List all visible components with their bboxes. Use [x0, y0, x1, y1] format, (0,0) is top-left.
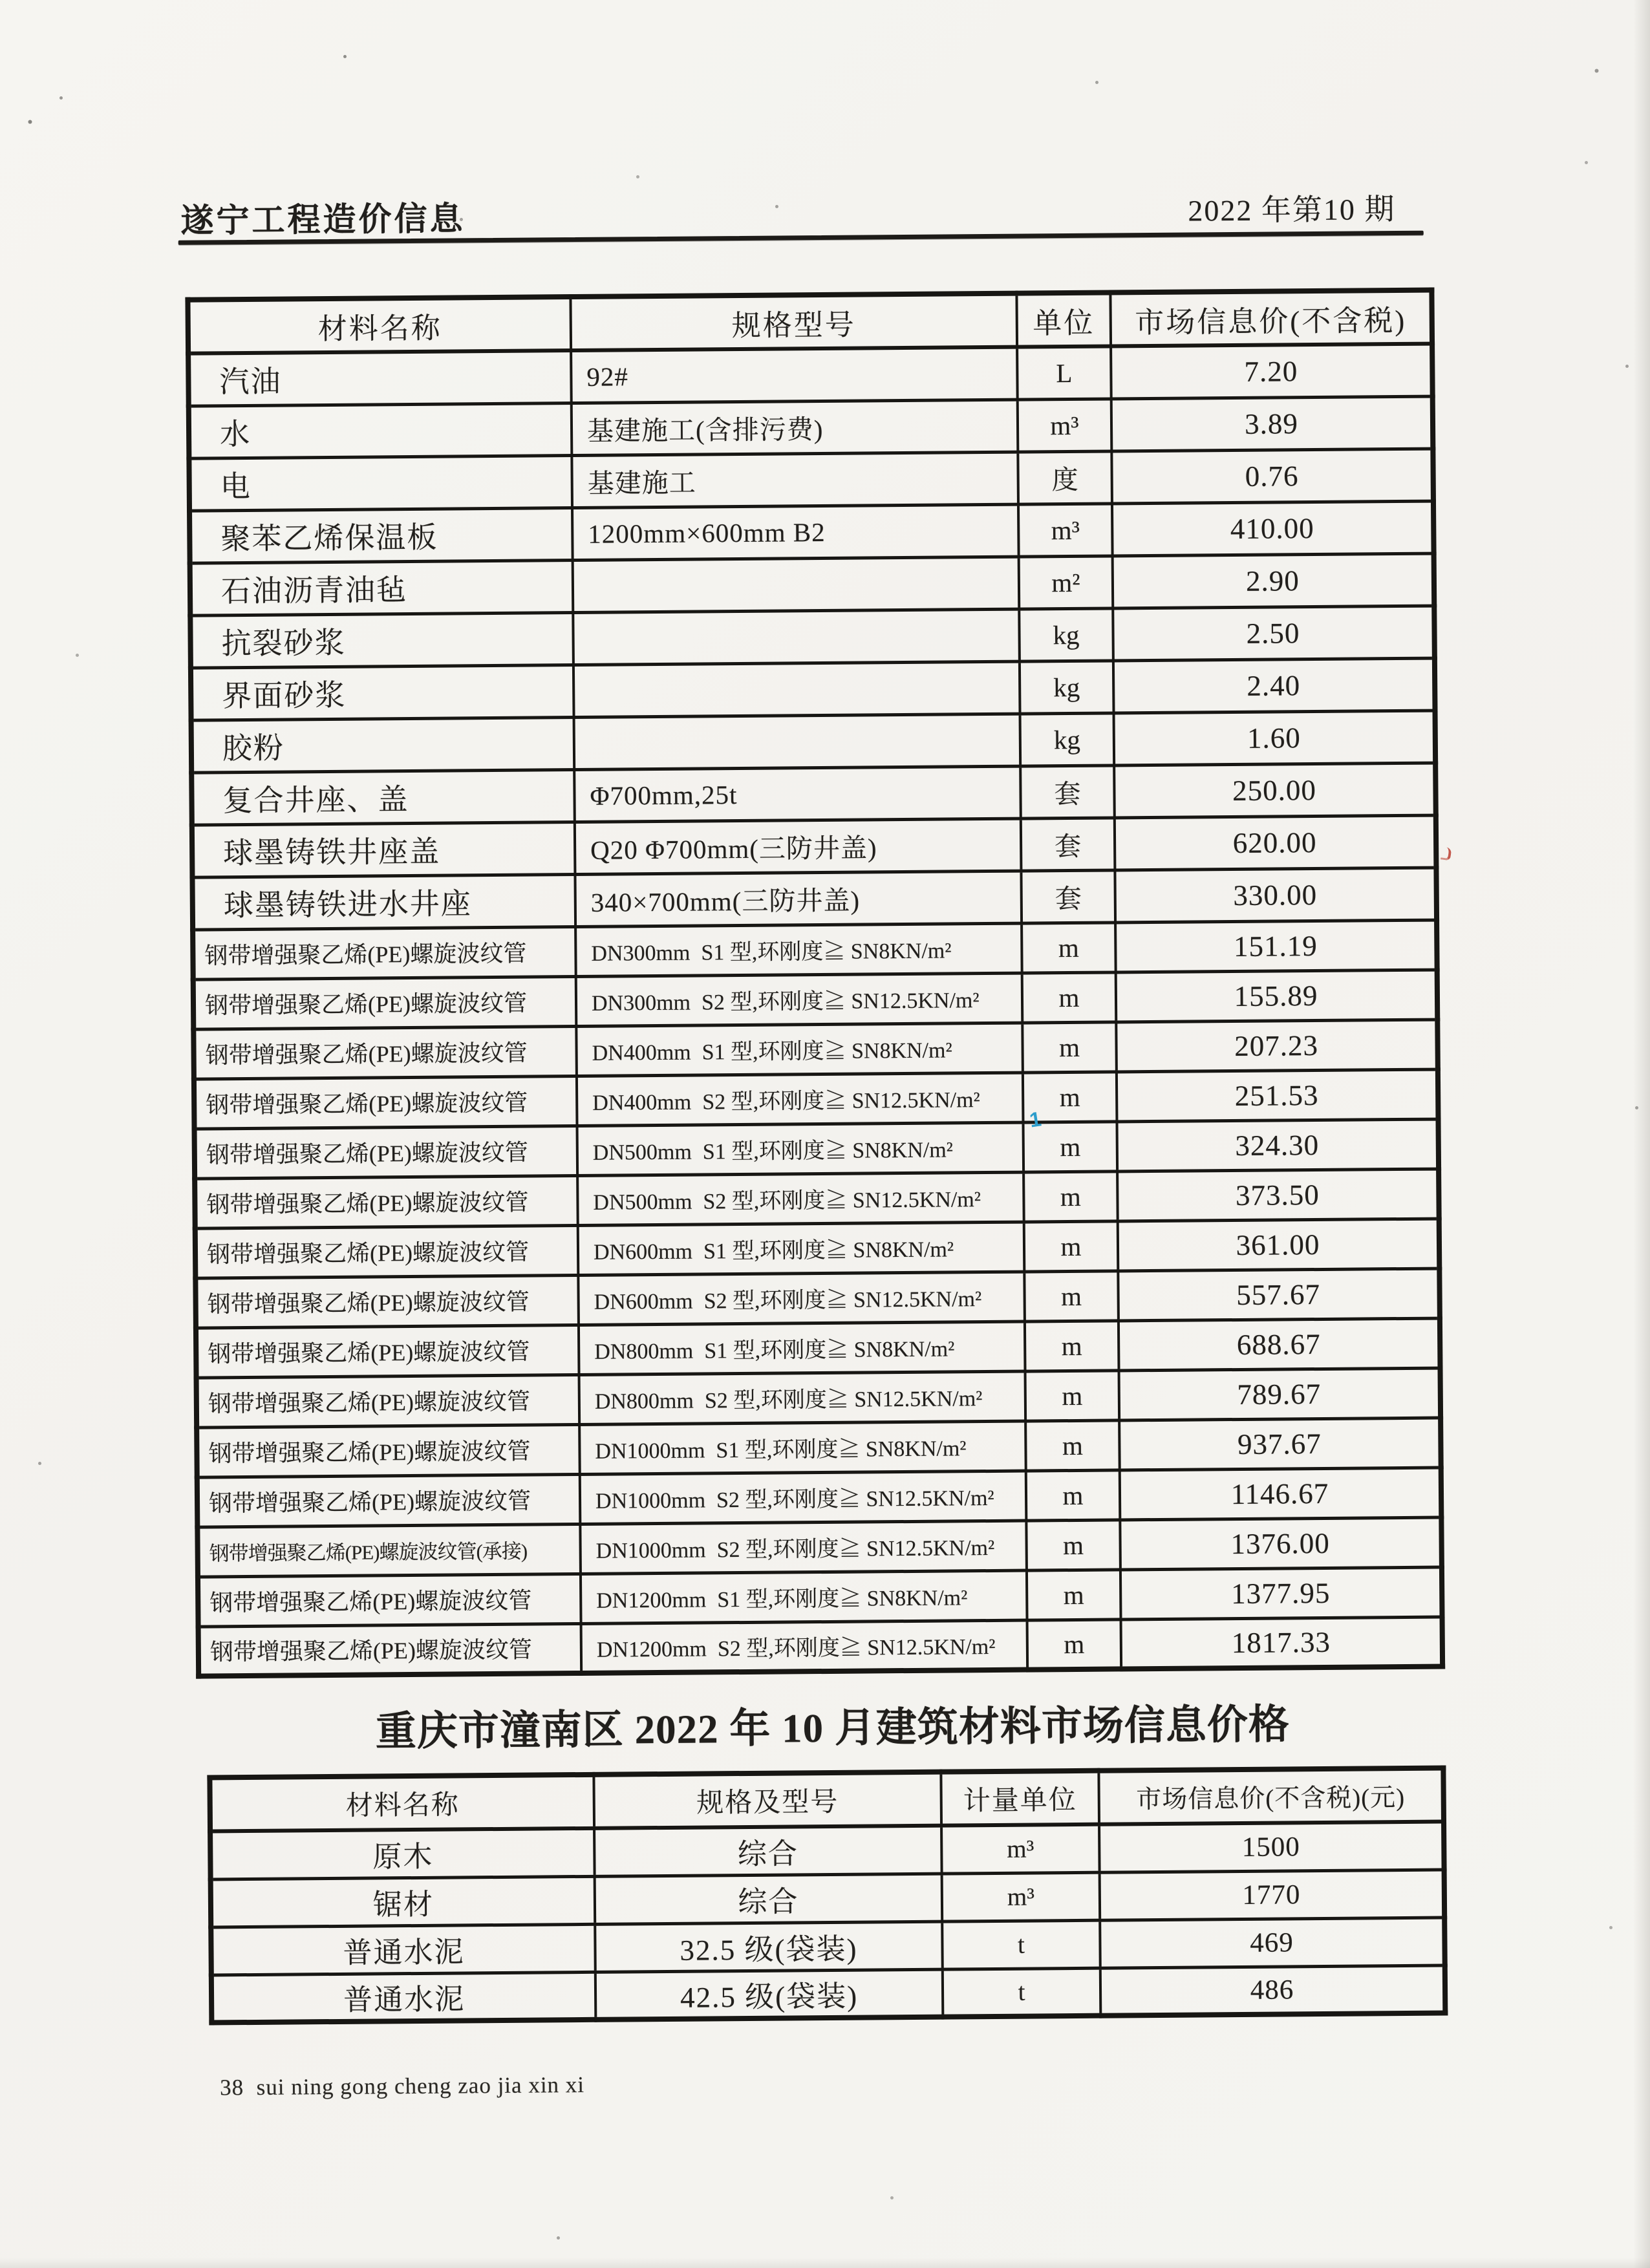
table-row: [191, 711, 1436, 773]
material-name-cell: 钢带增强聚乙烯(PE)螺旋波纹管: [195, 1275, 579, 1328]
price-cell: 1817.33: [1121, 1617, 1443, 1669]
price-cell: 3.89: [1111, 396, 1433, 451]
price-cell: 1376.00: [1120, 1517, 1442, 1570]
unit-cell: kg: [1020, 660, 1114, 713]
material-name-cell: 钢带增强聚乙烯(PE)螺旋波纹管: [198, 1574, 581, 1627]
table-row: [191, 763, 1436, 825]
material-name-cell: 聚苯乙烯保温板: [189, 508, 573, 563]
spec-cell: 综合: [594, 1826, 942, 1876]
spec-cell: DN1200mm S2 型,环刚度≧ SN12.5KN/m²: [581, 1620, 1028, 1673]
unit-cell: m: [1024, 1270, 1119, 1321]
price-cell: 937.67: [1119, 1418, 1441, 1470]
scan-noise-specks: [0, 0, 2, 2]
unit-cell: m: [1023, 1171, 1118, 1221]
spec-cell: DN400mm S1 型,环刚度≧ SN8KN/m²: [576, 1023, 1023, 1076]
price-cell: 789.67: [1119, 1368, 1441, 1420]
table1-body: [188, 344, 1442, 1676]
unit-cell: m: [1026, 1470, 1120, 1520]
spec-cell: [573, 609, 1020, 665]
material-name-cell: 钢带增强聚乙烯(PE)螺旋波纹管: [197, 1375, 580, 1428]
price-cell: 1377.95: [1120, 1567, 1442, 1620]
table-row: [192, 868, 1437, 930]
material-name-cell: 汽油: [188, 350, 572, 406]
spec-cell: DN1000mm S1 型,环刚度≧ SN8KN/m²: [579, 1421, 1026, 1474]
price-cell: 250.00: [1114, 763, 1436, 818]
price-cell: 324.30: [1117, 1119, 1439, 1171]
table-row: [191, 658, 1435, 720]
unit-cell: m: [1022, 972, 1117, 1022]
price-cell: 1146.67: [1120, 1468, 1442, 1520]
material-name-cell: 钢带增强聚乙烯(PE)螺旋波纹管: [195, 1225, 579, 1278]
table1-header: [188, 290, 1432, 354]
unit-cell: m: [1022, 1022, 1117, 1072]
spec-cell: DN500mm S2 型,环刚度≧ SN12.5KN/m²: [577, 1172, 1024, 1225]
material-name-cell: 电: [189, 455, 572, 511]
spec-cell: 基建施工: [572, 452, 1018, 508]
material-name-cell: 锯材: [211, 1876, 595, 1927]
unit-cell: 套: [1021, 870, 1115, 923]
spec-cell: DN600mm S1 型,环刚度≧ SN8KN/m²: [578, 1222, 1025, 1275]
unit-cell: t: [942, 1920, 1100, 1969]
tongnan-price-table: [207, 1765, 1448, 2025]
page-footer: 38 sui ning gong cheng zao jia xin xi: [220, 2071, 585, 2101]
col-header-material-name: 材料名称: [188, 297, 571, 354]
spec-cell: DN1200mm S1 型,环刚度≧ SN8KN/m²: [581, 1570, 1027, 1623]
pen-mark-red: [1441, 846, 1452, 861]
unit-cell: m: [1023, 1121, 1117, 1171]
material-name-cell: 球墨铸铁井座盖: [192, 822, 575, 877]
table-header-row: [209, 1768, 1444, 1832]
material-name-cell: 钢带增强聚乙烯(PE)螺旋波纹管: [193, 976, 577, 1029]
price-cell: 2.40: [1113, 658, 1435, 713]
spec-cell: 1200mm×600mm B2: [572, 504, 1019, 560]
price-cell: 2.90: [1113, 553, 1435, 608]
journal-title: 遂宁工程造价信息: [180, 201, 466, 240]
unit-cell: kg: [1020, 712, 1115, 765]
spec-cell: DN600mm S2 型,环刚度≧ SN12.5KN/m²: [578, 1272, 1025, 1325]
price-cell: 469: [1100, 1918, 1445, 1968]
table-row: [188, 344, 1433, 406]
material-name-cell: 球墨铸铁进水井座: [192, 874, 575, 930]
price-cell: 620.00: [1115, 815, 1437, 870]
col-header-market-price-yuan: 市场信息价(不含税)(元): [1098, 1768, 1444, 1824]
spec-cell: 92#: [571, 347, 1018, 403]
material-name-cell: 胶粉: [191, 717, 575, 773]
price-cell: 7.20: [1111, 344, 1433, 399]
material-name-cell: 钢带增强聚乙烯(PE)螺旋波纹管: [197, 1474, 581, 1527]
unit-cell: m: [1026, 1519, 1120, 1570]
price-cell: 155.89: [1116, 970, 1438, 1022]
spec-cell: [574, 714, 1021, 769]
spec-cell: 基建施工(含排污费): [572, 400, 1018, 455]
price-cell: 207.23: [1116, 1020, 1438, 1072]
spec-cell: DN800mm S2 型,环刚度≧ SN12.5KN/m²: [579, 1371, 1026, 1424]
spec-cell: 340×700mm(三防井盖): [575, 871, 1022, 926]
table2-body: [210, 1822, 1445, 2023]
price-cell: 2.50: [1113, 606, 1435, 661]
material-name-cell: 钢带增强聚乙烯(PE)螺旋波纹管: [198, 1623, 582, 1676]
price-cell: 1.60: [1114, 711, 1436, 765]
spec-cell: DN500mm S1 型,环刚度≧ SN8KN/m²: [577, 1122, 1024, 1175]
price-cell: 151.19: [1115, 920, 1437, 972]
unit-cell: m³: [1018, 398, 1112, 451]
unit-cell: kg: [1019, 608, 1113, 661]
scan-edge-shade-bottom: [0, 2258, 1650, 2268]
spec-cell: DN800mm S1 型,环刚度≧ SN8KN/m²: [579, 1321, 1025, 1375]
material-name-cell: 钢带增强聚乙烯(PE)螺旋波纹管: [195, 1175, 578, 1228]
price-cell: 373.50: [1117, 1169, 1439, 1221]
material-name-cell: 普通水泥: [211, 1924, 595, 1975]
unit-cell: m³: [941, 1824, 1100, 1874]
suining-price-table: [185, 288, 1445, 1679]
unit-cell: 套: [1020, 765, 1115, 818]
spec-cell: Φ700mm,25t: [574, 766, 1021, 822]
spec-cell: DN1000mm S2 型,环刚度≧ SN12.5KN/m²: [580, 1521, 1027, 1574]
price-cell: 1500: [1099, 1822, 1444, 1872]
price-cell: 410.00: [1112, 501, 1434, 556]
unit-cell: m: [1027, 1619, 1122, 1669]
unit-cell: m²: [1019, 555, 1113, 608]
material-name-cell: 普通水泥: [211, 1972, 596, 2023]
spec-cell: DN1000mm S2 型,环刚度≧ SN12.5KN/m²: [580, 1471, 1027, 1524]
col-header-spec-type: 规格及型号: [594, 1772, 941, 1828]
table-row: [189, 396, 1433, 458]
unit-cell: 套: [1021, 817, 1115, 870]
unit-cell: m: [1025, 1420, 1120, 1470]
spec-cell: 综合: [595, 1874, 943, 1924]
col-header-material-name: 材料名称: [209, 1775, 594, 1832]
table-row: [192, 815, 1437, 877]
unit-cell: m: [1024, 1221, 1119, 1271]
spec-cell: DN300mm S2 型,环刚度≧ SN12.5KN/m²: [576, 973, 1023, 1026]
material-name-cell: 复合井座、盖: [191, 769, 575, 825]
unit-cell: m: [1025, 1320, 1119, 1371]
material-name-cell: 界面砂浆: [191, 665, 574, 720]
unit-cell: m: [1023, 1071, 1117, 1122]
material-name-cell: 水: [189, 403, 572, 458]
material-name-cell: 抗裂砂浆: [190, 612, 573, 668]
material-name-cell: 钢带增强聚乙烯(PE)螺旋波纹管: [195, 1126, 578, 1179]
price-cell: 688.67: [1119, 1318, 1441, 1371]
material-name-cell: 石油沥青油毡: [190, 560, 573, 615]
spec-cell: Q20 Φ700mm(三防井盖): [575, 818, 1022, 874]
col-header-unit: 单位: [1016, 292, 1111, 347]
price-cell: 251.53: [1117, 1069, 1439, 1122]
price-cell: 330.00: [1115, 868, 1437, 923]
scan-edge-shade-right: [1633, 0, 1650, 2268]
unit-cell: L: [1017, 346, 1111, 399]
tongnan-section-title: 重庆市潼南区 2022 年 10 月建筑材料市场信息价格: [375, 1702, 1291, 1755]
unit-cell: m³: [1018, 503, 1113, 556]
table2-header: [209, 1768, 1444, 1832]
col-header-spec-model: 规格型号: [570, 294, 1017, 350]
unit-cell: m: [1022, 922, 1116, 972]
issue-number: 2022 年第10 期: [1188, 193, 1396, 228]
spec-cell: [573, 661, 1020, 717]
material-name-cell: 钢带增强聚乙烯(PE)螺旋波纹管: [193, 1026, 577, 1079]
spec-cell: [573, 557, 1020, 612]
material-name-cell: 钢带增强聚乙烯(PE)螺旋波纹管: [196, 1325, 579, 1378]
col-header-market-price: 市场信息价(不含税): [1110, 290, 1432, 347]
price-cell: 557.67: [1118, 1268, 1440, 1321]
price-cell: 0.76: [1111, 449, 1433, 504]
material-name-cell: 钢带增强聚乙烯(PE)螺旋波纹管: [193, 926, 576, 979]
price-cell: 486: [1100, 1965, 1446, 2016]
handwritten-blue-mark: 1: [1027, 1107, 1043, 1132]
material-name-cell: 钢带增强聚乙烯(PE)螺旋波纹管(承接): [197, 1524, 581, 1577]
table-header-row: [188, 290, 1432, 354]
table-row: [189, 501, 1434, 563]
table-row: [211, 1965, 1446, 2023]
price-cell: 361.00: [1118, 1219, 1440, 1271]
material-name-cell: 钢带增强聚乙烯(PE)螺旋波纹管: [194, 1076, 577, 1129]
col-header-measure-unit: 计量单位: [941, 1771, 1099, 1826]
unit-cell: 度: [1018, 451, 1112, 504]
material-name-cell: 钢带增强聚乙烯(PE)螺旋波纹管: [197, 1424, 580, 1477]
table-row: [190, 553, 1435, 615]
table-row: [189, 449, 1433, 511]
table-row: [190, 606, 1435, 668]
spec-cell: DN400mm S2 型,环刚度≧ SN12.5KN/m²: [577, 1073, 1023, 1126]
unit-cell: m: [1025, 1370, 1120, 1420]
price-cell: 1770: [1100, 1870, 1445, 1920]
table-row: [198, 1617, 1443, 1676]
unit-cell: m³: [942, 1872, 1100, 1921]
unit-cell: m: [1027, 1569, 1121, 1620]
material-name-cell: 原木: [210, 1828, 595, 1879]
spec-cell: DN300mm S1 型,环刚度≧ SN8KN/m²: [575, 923, 1022, 976]
spec-cell: 42.5 级(袋装): [595, 1969, 943, 2020]
unit-cell: t: [943, 1968, 1101, 2017]
spec-cell: 32.5 级(袋装): [595, 1921, 943, 1972]
